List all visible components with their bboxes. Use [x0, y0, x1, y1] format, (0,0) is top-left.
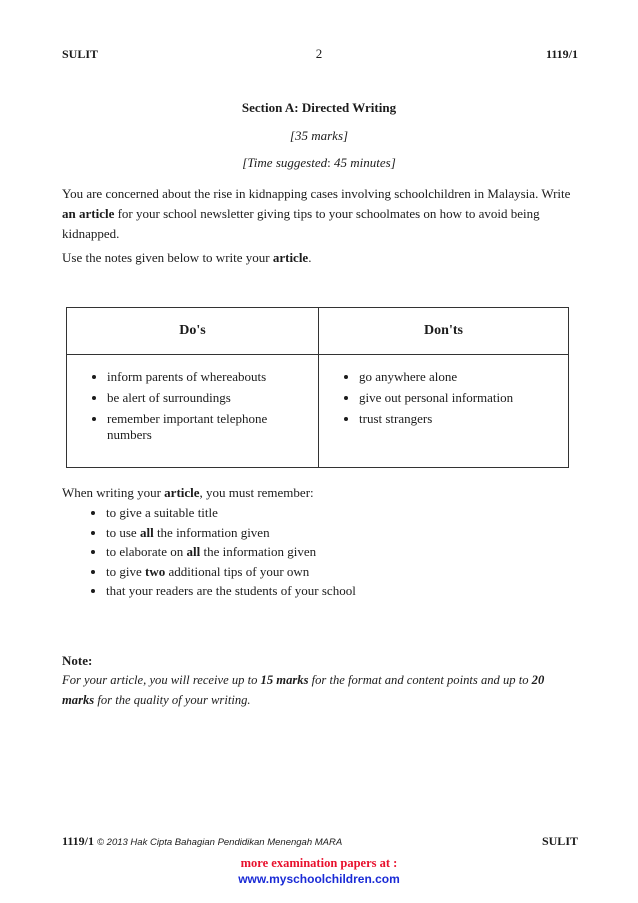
footer-code: 1119/1 [62, 834, 95, 848]
reminder-list [62, 503, 356, 601]
list-item: • to give two additional tips of your own [106, 562, 356, 582]
reminder-intro: When writing your article, you must remember: [62, 485, 314, 500]
time-value: 45 minutes [333, 155, 391, 170]
promo-line: more examination papers at : [240, 856, 398, 870]
list-item: • to use all the information given [106, 523, 356, 543]
list-item: • inform parents of whereabouts [107, 369, 318, 385]
donts-cell [319, 355, 569, 468]
list-item: • go anywhere alone [359, 369, 568, 385]
footer-left [62, 834, 342, 849]
note-text: For your article, you will receive up to 15 marks for the format and content points and up to 20 marks for the quality of your writing. [62, 673, 545, 707]
notes-instruction: Use the notes given below to write your article. [62, 250, 312, 265]
list-item: • give out personal information [359, 390, 568, 406]
promo-link[interactable]: www.myschoolchildren.com [238, 872, 400, 886]
donts-header: Don'ts [319, 308, 569, 355]
list-item: • to elaborate on all the information given [106, 542, 356, 562]
list-item: • to give a suitable title [106, 503, 356, 523]
page-number: 2 [315, 46, 323, 61]
section-marks: [35 marks] [289, 128, 349, 143]
footer-right: SULIT [541, 834, 578, 848]
header-left: SULIT [62, 47, 99, 61]
list-item: • trust strangers [359, 411, 568, 427]
note-heading: Note: [62, 653, 93, 668]
dos-cell [67, 355, 319, 468]
dos-header: Do's [67, 308, 319, 355]
list-item: • remember important telephone numbers [107, 411, 318, 443]
list-item: • be alert of surroundings [107, 390, 318, 406]
notes-table [66, 307, 569, 468]
list-item: • that your readers are the students of your school [106, 581, 356, 601]
instruction-paragraph: You are concerned about the rise in kidnapping cases involving schoolchildren in Malaysia. Write an article for your school newsletter giving tips to your schoolmates on how to avoid being kidnapped. [62, 186, 571, 241]
header-right: 1119/1 [545, 47, 578, 61]
time-label: Time suggested [247, 155, 328, 170]
section-title: Section A: Directed Writing [241, 100, 397, 115]
footer-copyright: © 2013 Hak Cipta Bahagian Pendidikan Menengah MARA [97, 837, 343, 848]
time-suggested: [Time suggested: 45 minutes] [242, 155, 396, 170]
